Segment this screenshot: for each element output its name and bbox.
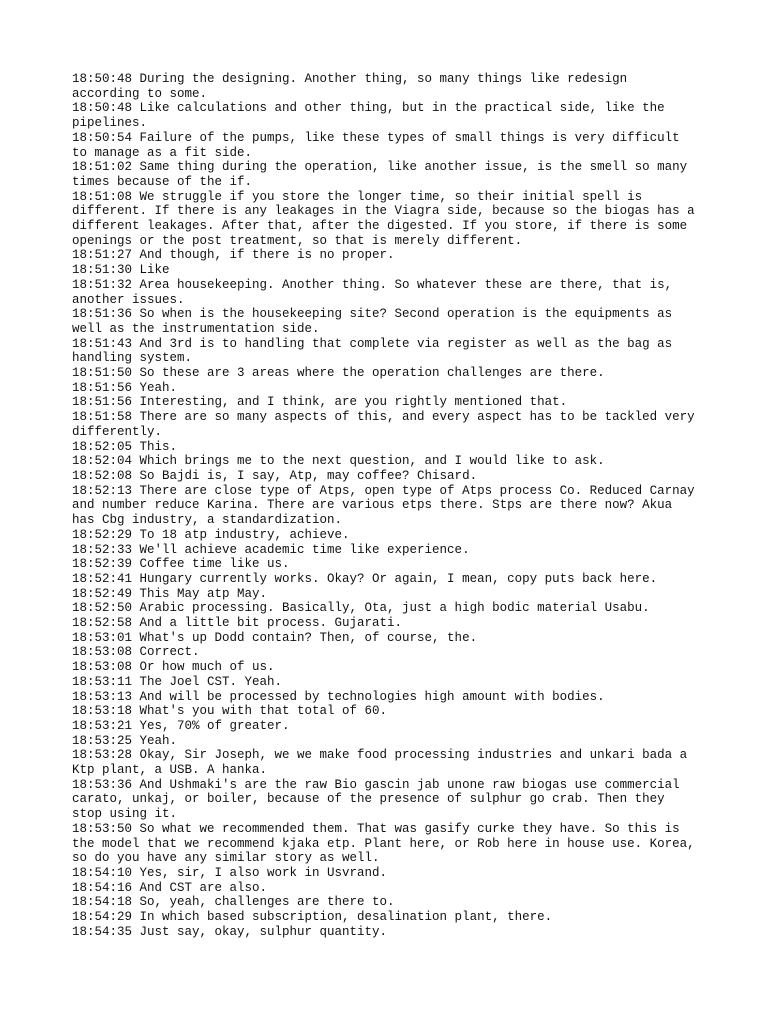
- transcript-line: the model that we recommend kjaka etp. Plant here, or Rob here in house use. Korea,: [72, 836, 695, 851]
- transcript-line: 18:51:58 There are so many aspects of this, and every aspect has to be tackled very: [72, 410, 695, 425]
- transcript-line: differently.: [72, 424, 163, 439]
- transcript-line: has Cbg industry, a standardization.: [72, 513, 343, 528]
- transcript-line: 18:50:54 Failure of the pumps, like these types of small things is very difficult: [72, 130, 680, 145]
- transcript-line: 18:52:33 We'll achieve academic time like experience.: [72, 542, 470, 557]
- transcript-line: different. If there is any leakages in the Viagra side, because so the biogas has a: [72, 204, 695, 219]
- transcript-line: 18:51:27 And though, if there is no proper.: [72, 248, 395, 263]
- transcript-line: and number reduce Karina. There are various etps there. Stps are there now? Akua: [72, 498, 673, 513]
- transcript-line: 18:51:56 Interesting, and I think, are you rightly mentioned that.: [72, 395, 568, 410]
- transcript-line: 18:52:05 This.: [72, 439, 178, 454]
- transcript-line: according to some.: [72, 86, 208, 101]
- transcript-line: 18:52:29 To 18 atp industry, achieve.: [72, 527, 350, 542]
- transcript-line: handling system.: [72, 351, 193, 366]
- transcript-line: stop using it.: [72, 807, 178, 822]
- transcript-line: well as the instrumentation side.: [72, 321, 320, 336]
- transcript-line: 18:52:08 So Bajdi is, I say, Atp, may coffee? Chisard.: [72, 468, 478, 483]
- transcript-line: 18:51:43 And 3rd is to handling that complete via register as well as the bag as: [72, 336, 673, 351]
- transcript-line: 18:52:39 Coffee time like us.: [72, 557, 290, 572]
- transcript-line: 18:52:50 Arabic processing. Basically, Ota, just a high bodic material Usabu.: [72, 601, 650, 616]
- transcript-line: 18:52:58 And a little bit process. Gujarati.: [72, 616, 403, 631]
- transcript-line: 18:50:48 During the designing. Another thing, so many things like redesign: [72, 72, 628, 86]
- transcript-line: 18:52:49 This May atp May.: [72, 586, 268, 601]
- transcript-line: 18:52:41 Hungary currently works. Okay? Or again, I mean, copy puts back here.: [72, 571, 658, 586]
- transcript-line: 18:51:50 So these are 3 areas where the operation challenges are there.: [72, 366, 605, 381]
- transcript-line: 18:53:01 What's up Dodd contain? Then, of course, the.: [72, 630, 478, 645]
- transcript-line: another issues.: [72, 292, 185, 307]
- transcript-line: 18:51:30 Like: [72, 263, 170, 278]
- transcript-line: 18:53:13 And will be processed by technologies high amount with bodies.: [72, 689, 605, 704]
- transcript-line: different leakages. After that, after the digested. If you store, if there is some: [72, 219, 688, 234]
- transcript-line: to manage as a fit side.: [72, 145, 253, 160]
- transcript-line: 18:53:25 Yeah.: [72, 733, 178, 748]
- transcript-line: 18:51:56 Yeah.: [72, 380, 178, 395]
- transcript-line: 18:53:08 Or how much of us.: [72, 660, 275, 675]
- transcript-line: 18:54:10 Yes, sir, I also work in Usvrand.: [72, 865, 388, 880]
- transcript-line: 18:51:32 Area housekeeping. Another thing. So whatever these are there, that is,: [72, 277, 673, 292]
- transcript-line: 18:50:48 Like calculations and other thing, but in the practical side, like the: [72, 101, 665, 116]
- transcript-line: 18:54:35 Just say, okay, sulphur quantity.: [72, 924, 388, 939]
- transcript-line: 18:54:18 So, yeah, challenges are there to.: [72, 895, 395, 910]
- transcript-line: 18:51:02 Same thing during the operation, like another issue, is the smell so many: [72, 160, 688, 175]
- transcript-line: 18:52:13 There are close type of Atps, open type of Atps process Co. Reduced Carnay: [72, 483, 695, 498]
- transcript-line: 18:53:11 The Joel CST. Yeah.: [72, 674, 283, 689]
- transcript-line: 18:54:16 And CST are also.: [72, 880, 268, 895]
- transcript-page: [72, 72, 712, 939]
- transcript-line: openings or the post treatment, so that is merely different.: [72, 233, 523, 248]
- transcript-line: so do you have any similar story as well.: [72, 851, 380, 866]
- transcript-line: 18:51:08 We struggle if you store the longer time, so their initial spell is: [72, 189, 643, 204]
- transcript-line: 18:53:28 Okay, Sir Joseph, we we make food processing industries and unkari bada a: [72, 748, 688, 763]
- transcript-line: 18:53:18 What's you with that total of 60.: [72, 704, 388, 719]
- transcript-line: 18:51:36 So when is the housekeeping site? Second operation is the equipments as: [72, 307, 673, 322]
- transcript-line: 18:54:29 In which based subscription, desalination plant, there.: [72, 910, 553, 925]
- transcript-line: 18:52:04 Which brings me to the next question, and I would like to ask.: [72, 454, 605, 469]
- transcript-line: pipelines.: [72, 116, 148, 131]
- transcript-line: times because of the if.: [72, 174, 253, 189]
- transcript-line: carato, unkaj, or boiler, because of the presence of sulphur go crab. Then they: [72, 792, 665, 807]
- transcript-line: 18:53:21 Yes, 70% of greater.: [72, 718, 290, 733]
- transcript-line: Ktp plant, a USB. A hanka.: [72, 763, 268, 778]
- transcript-line: 18:53:36 And Ushmaki's are the raw Bio gascin jab unone raw biogas use commercial: [72, 777, 680, 792]
- transcript-line: 18:53:50 So what we recommended them. That was gasify curke they have. So this is: [72, 821, 680, 836]
- transcript-line: 18:53:08 Correct.: [72, 645, 200, 660]
